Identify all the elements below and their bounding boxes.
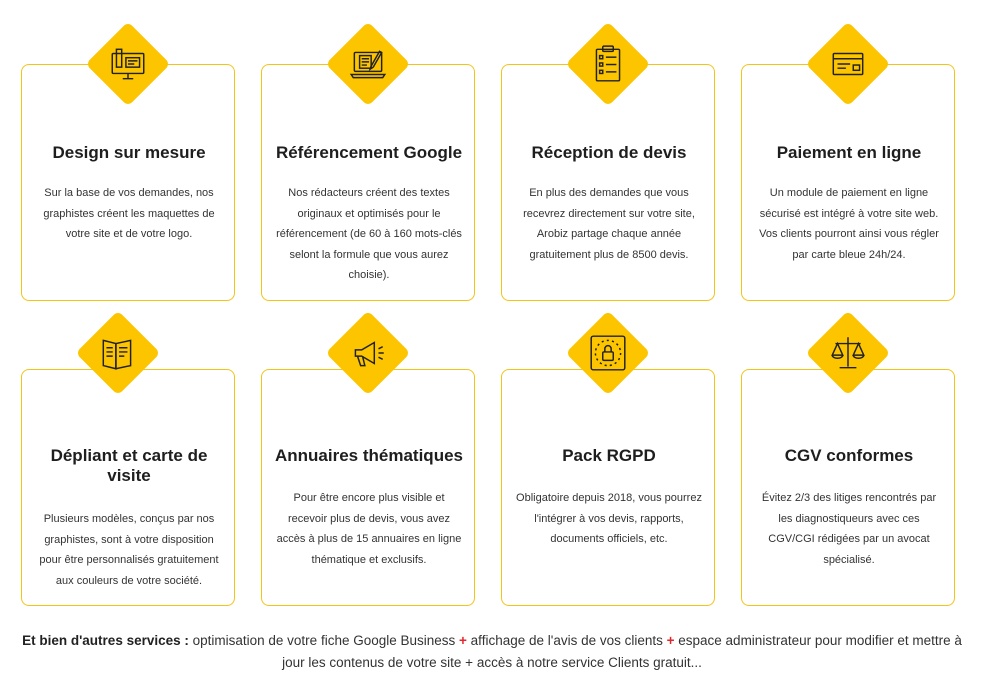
card-title: Référencement Google	[275, 143, 463, 162]
card-title: Design sur mesure	[52, 143, 206, 162]
card-description: Nos rédacteurs créent des textes originaux et optimisés pour le référencement (de 60 à 160 mots-clés selont la formule que vous aurez choisie).	[276, 187, 462, 281]
gdpr-lock-icon	[578, 323, 638, 383]
card-description: En plus des demandes que vous recevrez directement sur votre site, Arobiz partage chaque année gratuitement plus de 8500 devis.	[523, 187, 695, 261]
laptop-writing-icon	[338, 34, 398, 94]
service-card-leaflet	[21, 369, 235, 606]
footer-lead: Et bien d'autres services :	[22, 633, 189, 648]
service-card-cgv	[741, 369, 955, 606]
leaflet-icon	[88, 323, 148, 383]
payment-card-icon	[818, 34, 878, 94]
clipboard-checklist-icon	[578, 34, 638, 94]
card-title: Annuaires thématiques	[275, 446, 463, 465]
card-title: Réception de devis	[531, 143, 687, 162]
megaphone-icon	[338, 323, 398, 383]
card-description: Un module de paiement en ligne sécurisé est intégré à votre site web. Vos clients pourront ainsi vous régler par carte bleue 24h/24.	[759, 187, 939, 261]
card-title: Dépliant et carte de visite	[50, 446, 208, 485]
footer-part-3: espace administrateur pour modifier et mettre à jour les contenus de votre site + accès à notre service Clients gratuit...	[282, 633, 962, 670]
card-description: Sur la base de vos demandes, nos graphistes créent les maquettes de votre site et de votre logo.	[43, 187, 215, 240]
service-card-gdpr	[501, 369, 715, 606]
card-description: Obligatoire depuis 2018, vous pourrez l'intégrer à vos devis, rapports, documents officiels, etc.	[516, 492, 702, 545]
footer-part-2: affichage de l'avis de vos clients	[466, 633, 667, 648]
scales-icon	[818, 323, 878, 383]
service-card-directories	[261, 369, 475, 606]
card-title: Paiement en ligne	[776, 143, 922, 162]
card-description: Plusieurs modèles, conçus par nos graphistes, sont à votre disposition pour être personnalisés gratuitement aux couleurs de votre société.	[39, 513, 219, 587]
plus-separator: +	[459, 633, 467, 648]
card-title: CGV conformes	[784, 446, 914, 465]
design-tools-icon	[98, 34, 158, 94]
footer-part-1: optimisation de votre fiche Google Business	[188, 633, 460, 648]
card-description: Pour être encore plus visible et recevoir plus de devis, vous avez accès à plus de 15 annuaires en ligne thématique et exclusifs.	[276, 492, 462, 566]
card-description: Évitez 2/3 des litiges rencontrés par les diagnostiqueurs avec ces CGV/CGI rédigées par un avocat spécialisé.	[761, 492, 937, 566]
plus-separator: +	[666, 633, 675, 648]
footer-services-text	[18, 630, 966, 674]
card-title: Pack RGPD	[562, 446, 656, 465]
